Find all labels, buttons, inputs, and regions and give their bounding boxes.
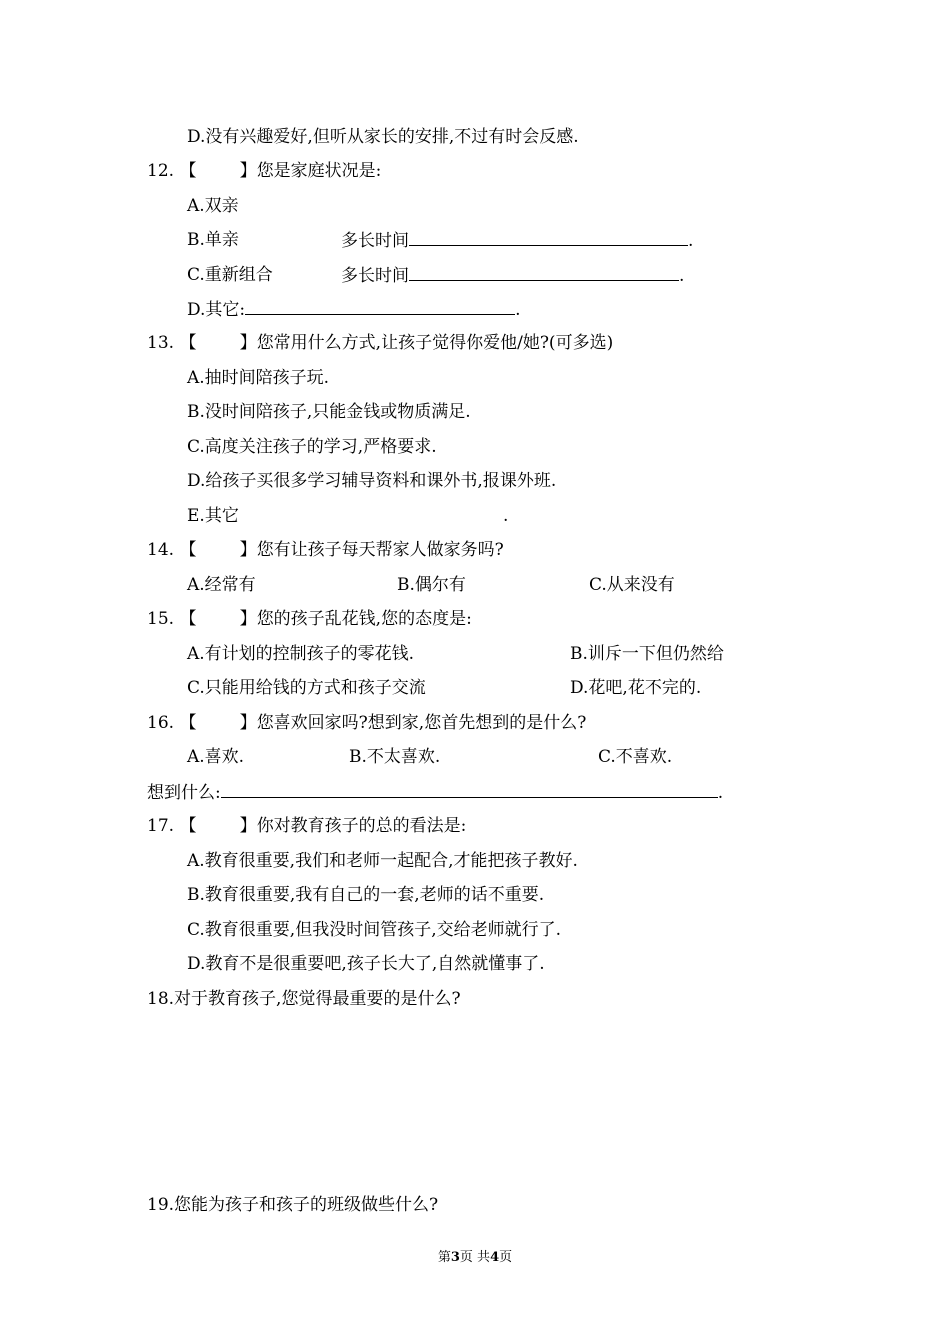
q14-option-b: B.偶尔有 xyxy=(397,575,466,595)
q13-option-c: C.高度关注孩子的学习,严格要求. xyxy=(187,437,437,457)
q16-option-a: A.喜欢. xyxy=(187,747,245,767)
q12-option-b-duration: 多长时间 . xyxy=(341,231,694,251)
q18-question: 18.对于教育孩子,您觉得最重要的是什么? xyxy=(147,989,461,1009)
q14-question: 14. 【 】您有让孩子每天帮家人做家务吗? xyxy=(147,540,504,560)
total-page-number: 4 xyxy=(490,1250,500,1265)
q17-option-d: D.教育不是很重要吧,孩子长大了,自然就懂事了. xyxy=(187,954,545,974)
q13-option-e: E.其它 xyxy=(187,506,239,526)
q17-option-a: A.教育很重要,我们和老师一起配合,才能把孩子教好. xyxy=(187,851,578,871)
q12-option-c-duration: 多长时间 . xyxy=(341,266,685,286)
q13-question: 13. 【 】您常用什么方式,让孩子觉得你爱他/她?(可多选) xyxy=(147,333,614,353)
answer-bracket[interactable]: 【 】 xyxy=(179,540,257,560)
q16-question: 16. 【 】您喜欢回家吗?想到家,您首先想到的是什么? xyxy=(147,713,587,733)
q12-option-c: C.重新组合 xyxy=(187,265,273,285)
fill-blank[interactable] xyxy=(221,781,718,798)
q15-option-d: D.花吧,花不完的. xyxy=(570,678,702,698)
q12-option-b: B.单亲 xyxy=(187,230,239,250)
q13-option-e-end: . xyxy=(503,506,509,526)
q17-question: 17. 【 】你对教育孩子的总的看法是: xyxy=(147,816,467,836)
q15-option-b: B.训斥一下但仍然给 xyxy=(570,644,724,664)
fill-blank[interactable] xyxy=(245,298,515,315)
q13-option-d: D.给孩子买很多学习辅导资料和课外书,报课外班. xyxy=(187,471,557,491)
q11-option-d: D.没有兴趣爱好,但听从家长的安排,不过有时会反感. xyxy=(187,127,579,147)
page-footer: 第3页 共4页 xyxy=(437,1250,513,1265)
fill-blank[interactable] xyxy=(409,264,679,281)
q17-option-c: C.教育很重要,但我没时间管孩子,交给老师就行了. xyxy=(187,920,562,940)
fill-blank[interactable] xyxy=(409,229,688,246)
q15-question: 15. 【 】您的孩子乱花钱,您的态度是: xyxy=(147,609,472,629)
q14-option-c: C.从来没有 xyxy=(589,575,675,595)
q13-option-a: A.抽时间陪孩子玩. xyxy=(187,368,330,388)
q19-question: 19.您能为孩子和孩子的班级做些什么? xyxy=(147,1195,439,1215)
q12-question: 12. 【 】您是家庭状况是: xyxy=(147,161,382,181)
q13-option-b: B.没时间陪孩子,只能金钱或物质满足. xyxy=(187,402,471,422)
answer-bracket[interactable]: 【 】 xyxy=(179,333,257,353)
q12-option-d: D.其它: . xyxy=(187,300,521,320)
q16-followup: 想到什么: . xyxy=(147,783,724,803)
q16-option-b: B.不太喜欢. xyxy=(349,747,441,767)
q16-option-c: C.不喜欢. xyxy=(598,747,673,767)
answer-bracket[interactable]: 【 】 xyxy=(179,609,257,629)
answer-bracket[interactable]: 【 】 xyxy=(179,161,257,181)
answer-bracket[interactable]: 【 】 xyxy=(179,816,257,836)
answer-bracket[interactable]: 【 】 xyxy=(179,713,257,733)
q17-option-b: B.教育很重要,我有自己的一套,老师的话不重要. xyxy=(187,885,545,905)
current-page-number: 3 xyxy=(450,1250,460,1265)
q14-option-a: A.经常有 xyxy=(187,575,256,595)
q15-option-a: A.有计划的控制孩子的零花钱. xyxy=(187,644,415,664)
q15-option-c: C.只能用给钱的方式和孩子交流 xyxy=(187,678,426,698)
q12-option-a: A.双亲 xyxy=(187,196,239,216)
